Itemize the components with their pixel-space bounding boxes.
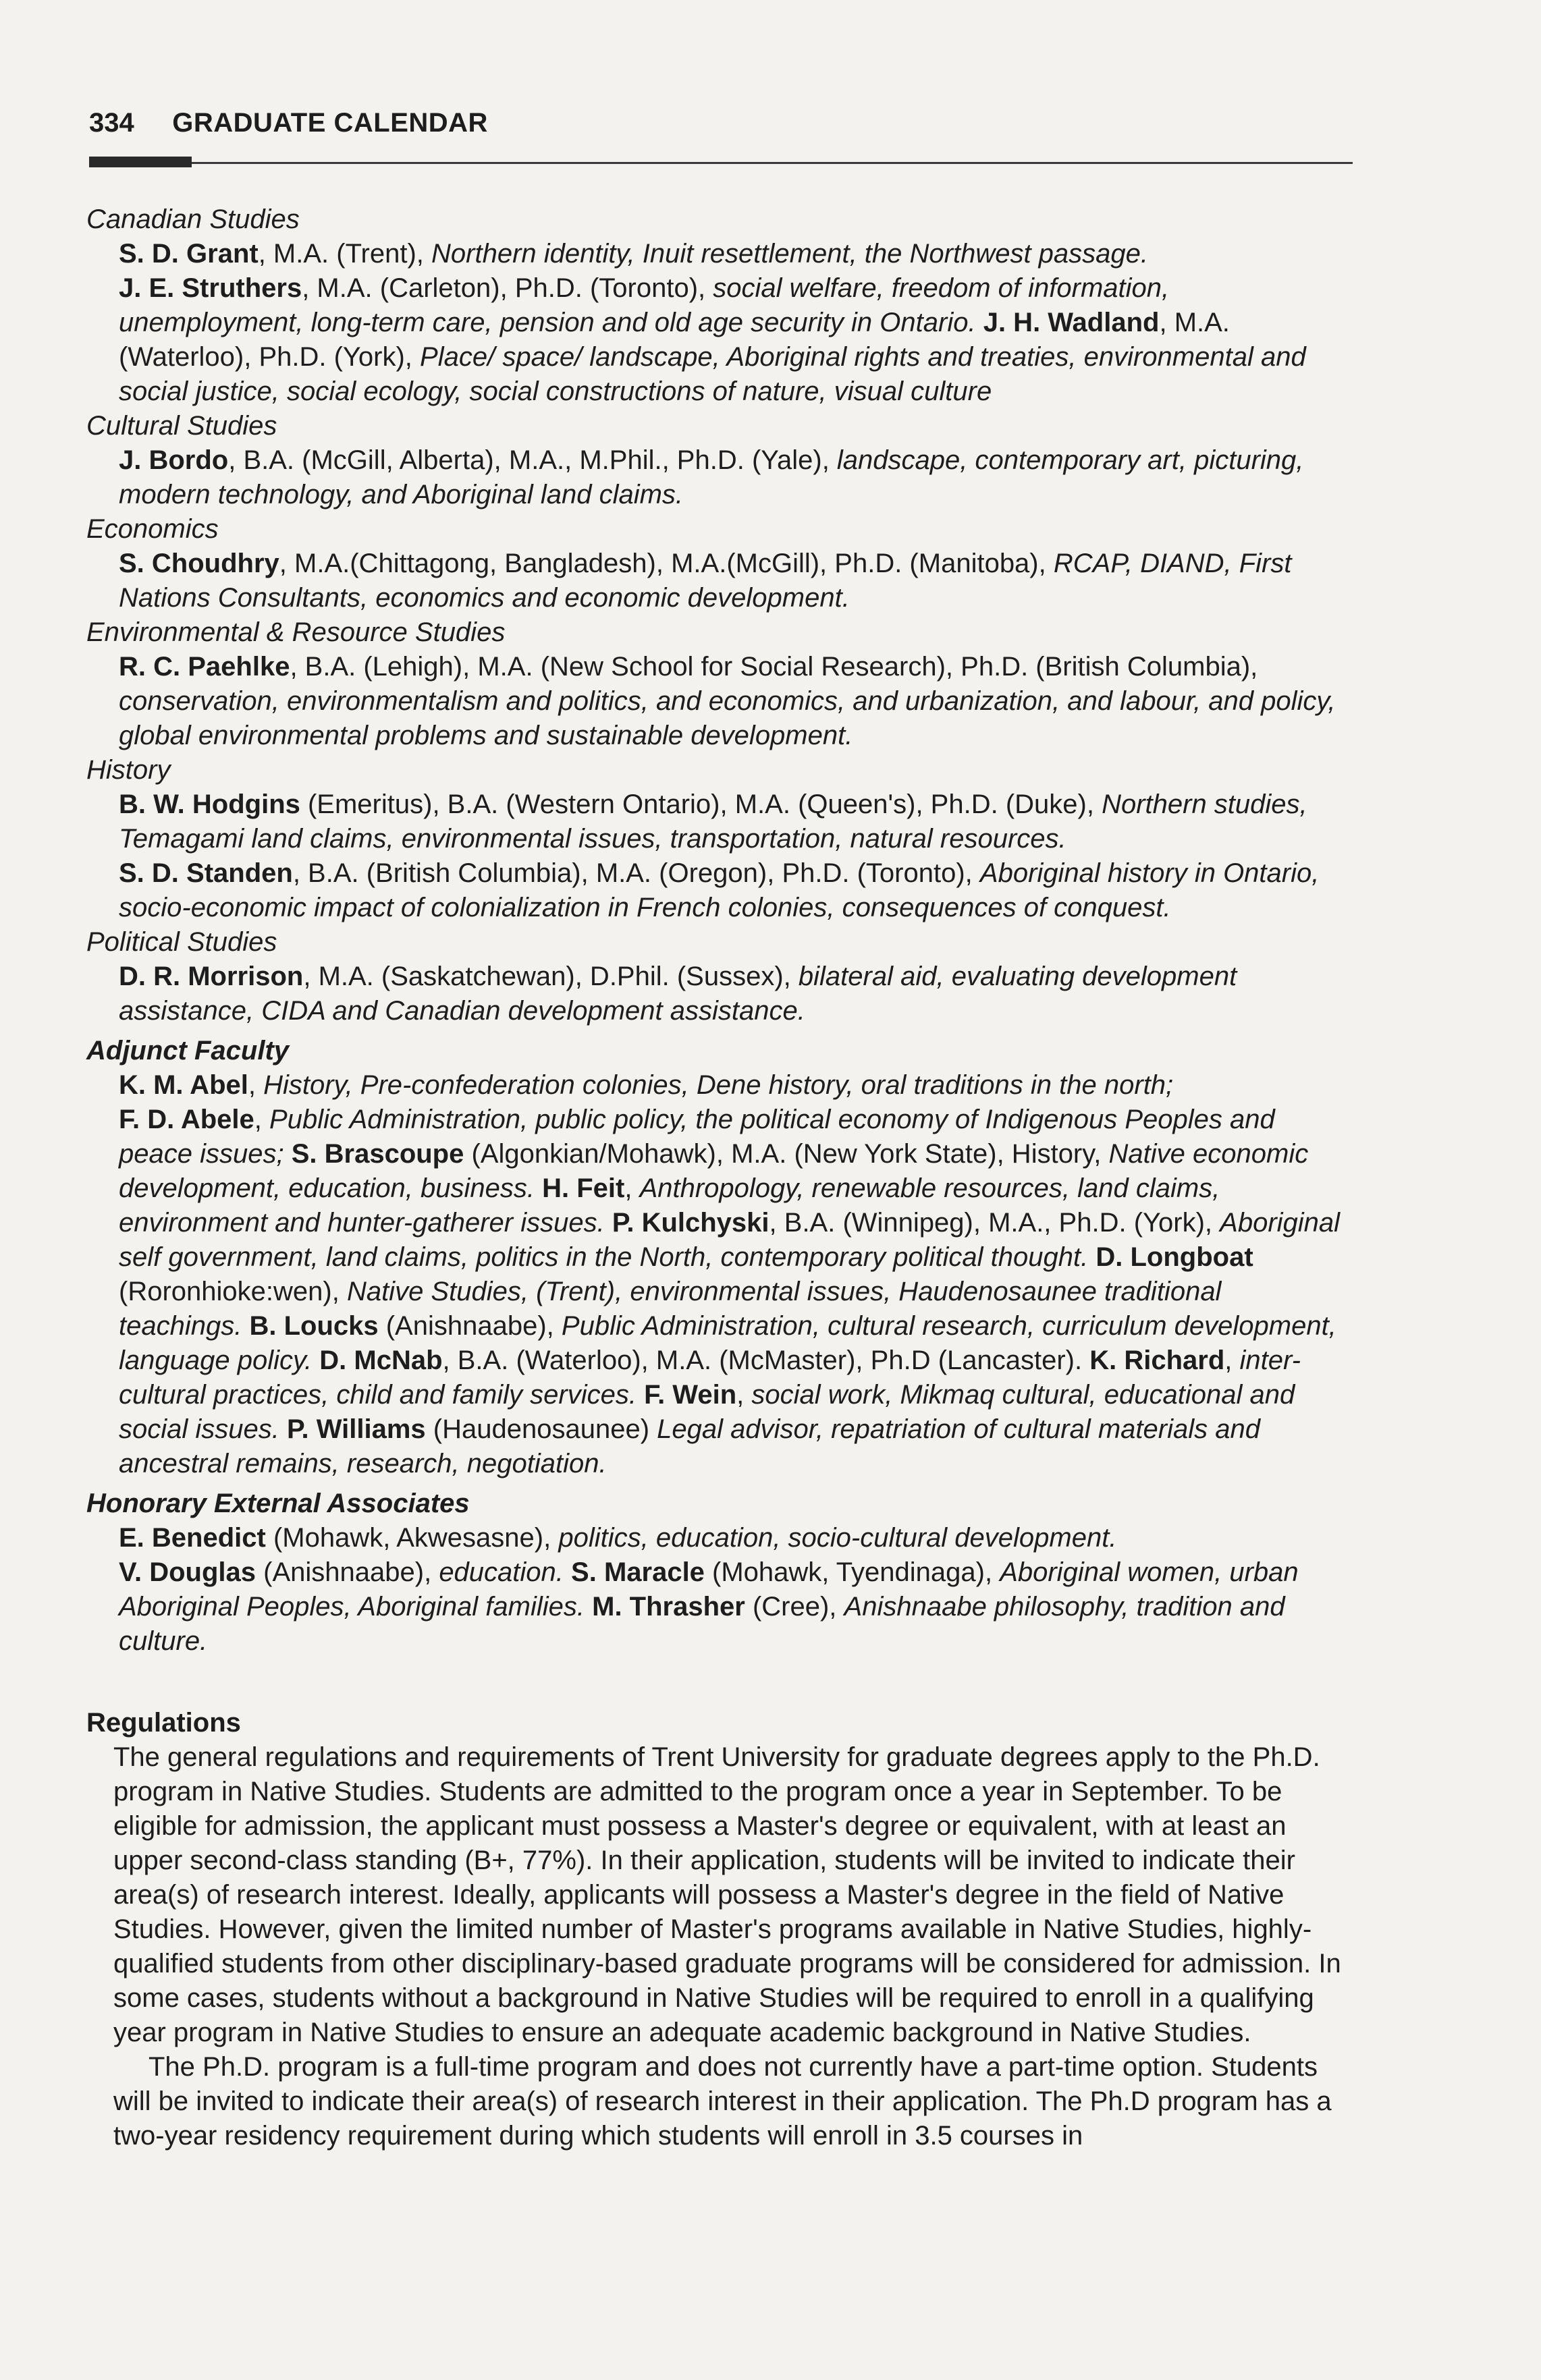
faculty-credentials: (Anishnaabe),: [378, 1311, 562, 1341]
faculty-name: S. D. Grant: [119, 239, 259, 269]
faculty-name: V. Douglas: [119, 1557, 256, 1587]
faculty-name: M. Thrasher: [592, 1592, 745, 1622]
faculty-name: P. Williams: [287, 1414, 426, 1444]
page-title: GRADUATE CALENDAR: [172, 108, 488, 138]
faculty-interests: Aboriginal self government, land claims, politics in the North, contemporary political thought.: [119, 1208, 1341, 1272]
faculty-entry: [119, 960, 1342, 1028]
faculty-name: B. Loucks: [249, 1311, 379, 1341]
faculty-entry: [119, 547, 1342, 615]
faculty-entry: [119, 650, 1342, 753]
page-number: 334: [89, 108, 134, 138]
faculty-interests: Public Administration, public policy, the political economy of Indigenous Peoples and peace issues;: [119, 1105, 1275, 1169]
faculty-name: F. Wein: [644, 1380, 737, 1410]
faculty-interests: Legal advisor, repatriation of cultural materials and ancestral remains, research, negotiation.: [119, 1414, 1260, 1478]
faculty-entry: [119, 237, 1342, 271]
faculty-name: S. Brascoupe: [291, 1139, 464, 1169]
faculty-credentials: (Anishnaabe),: [256, 1557, 439, 1587]
faculty-credentials: , M.A. (Saskatchewan), D.Phil. (Sussex),: [303, 962, 799, 991]
adjunct-paragraph: F. D. Abele, Public Administration, public policy, the political economy of Indigenous Peoples and peace issues; S. Brascoupe (Algonkian/Mohawk), M.A. (New York State), History, Native economic development, education, business. H. Feit, Anthropology, renewable resources, land claims, environment and hunter-gatherer issues. P. Kulchyski, B.A. (Winnipeg), M.A., Ph.D. (York), Aboriginal self government, land claims, politics in the North, contemporary political thought. D. Longboat (Roronhioke:wen), Native Studies, (Trent), environmental issues, Haudenosaunee traditional teachings. B. Loucks (Anishnaabe), Public Administration, cultural research, curriculum development, language policy. D. McNab, B.A. (Waterloo), M.A. (McMaster), Ph.D (Lancaster). K. Richard, inter-cultural practices, child and family services. F. Wein, social work, Mikmaq cultural, educational and social issues. P. Williams (Haudenosaunee) Legal advisor, repatriation of cultural materials and ancestral remains, research, negotiation.: [119, 1105, 1341, 1478]
faculty-interests: Native economic development, education, business.: [119, 1139, 1309, 1203]
faculty-interests: Public Administration, cultural research, curriculum development, language policy.: [119, 1311, 1336, 1375]
faculty-credentials: , M.A. (Carleton), Ph.D. (Toronto),: [302, 273, 713, 303]
faculty-interests: Native Studies, (Trent), environmental issues, Haudenosaunee traditional teachings.: [119, 1277, 1222, 1341]
faculty-name: H. Feit: [542, 1173, 625, 1203]
faculty-name: D. Longboat: [1096, 1242, 1253, 1272]
faculty-name: J. Bordo: [119, 445, 229, 475]
faculty-name: E. Benedict: [119, 1523, 266, 1553]
faculty-credentials: (Emeritus), B.A. (Western Ontario), M.A. (Queen's), Ph.D. (Duke),: [300, 790, 1102, 819]
regulations-paragraph: The general regulations and requirements of Trent University for graduate degrees apply to the Ph.D. program in Native Studies. Students are admitted to the program once a year in September. To be eligible for admission, the applicant must possess a Master's degree or equivalent, with at least an upper second-class standing (B+, 77%). In their application, students will be invited to indicate their area(s) of research interest. Ideally, applicants will possess a Master's degree in the field of Native Studies. However, given the limited number of Master's programs available in Native Studies, highly-qualified students from other disciplinary-based graduate programs will be considered for admission. In some cases, students without a background in Native Studies will be required to enroll in a qualifying year program in Native Studies to ensure an adequate academic background in Native Studies.: [113, 1742, 1341, 2047]
faculty-interests: Place/ space/ landscape, Aboriginal rights and treaties, environmental and social justice, social ecology, social constructions of nature, visual culture: [119, 342, 1306, 406]
faculty-credentials: , B.A. (Lehigh), M.A. (New School for Social Research), Ph.D. (British Columbia),: [290, 652, 1258, 682]
faculty-interests: RCAP, DIAND, First Nations Consultants, economics and economic development.: [119, 549, 1292, 613]
faculty-interests: landscape, contemporary art, picturing, modern technology, and Aboriginal land claims.: [119, 445, 1304, 509]
header-rule: [192, 162, 1353, 164]
faculty-interests: History, Pre-confederation colonies, Dene history, oral traditions in the north;: [263, 1070, 1174, 1100]
faculty-interests: conservation, environmentalism and politics, and economics, and urbanization, and labour, and policy, global environmental problems and sustainable development.: [119, 686, 1336, 750]
faculty-name: D. R. Morrison: [119, 962, 304, 991]
faculty-name: R. C. Paehlke: [119, 652, 290, 682]
dept-heading: Canadian Studies: [86, 204, 300, 234]
faculty-interests: social work, Mikmaq cultural, educational and social issues.: [119, 1380, 1295, 1444]
faculty-credentials: , B.A. (McGill, Alberta), M.A., M.Phil., Ph.D. (Yale),: [228, 445, 837, 475]
faculty-name: S. Choudhry: [119, 549, 279, 578]
adjunct-faculty-heading: Adjunct Faculty: [86, 1036, 290, 1066]
faculty-name: D. McNab: [319, 1346, 443, 1375]
faculty-name: F. D. Abele: [119, 1105, 254, 1134]
header-rule-thick: [89, 157, 192, 167]
faculty-credentials: , B.A. (British Columbia), M.A. (Oregon), Ph.D. (Toronto),: [292, 858, 980, 888]
faculty-interests: Aboriginal history in Ontario, socio-economic impact of colonialization in French colonies, consequences of conquest.: [119, 858, 1320, 922]
faculty-name: K. Richard: [1089, 1346, 1225, 1375]
faculty-interests: bilateral aid, evaluating development assistance, CIDA and Canadian development assistance.: [119, 962, 1237, 1026]
faculty-name: B. W. Hodgins: [119, 790, 300, 819]
faculty-credentials: (Mohawk, Akwesasne),: [265, 1523, 559, 1553]
dept-heading: Political Studies: [86, 927, 277, 957]
dept-heading: Cultural Studies: [86, 411, 277, 441]
dept-heading: History: [86, 755, 171, 785]
faculty-credentials: (Algonkian/Mohawk), M.A. (New York State), History,: [464, 1139, 1109, 1169]
honorary-paragraph: [119, 1555, 1342, 1659]
faculty-credentials: (Roronhioke:wen),: [119, 1277, 347, 1306]
faculty-interests: Anthropology, renewable resources, land claims, environment and hunter-gatherer issues.: [119, 1173, 1220, 1238]
faculty-credentials: (Cree),: [745, 1592, 844, 1622]
faculty-interests: Aboriginal women, urban Aboriginal Peoples, Aboriginal families.: [119, 1557, 1299, 1622]
honorary-entry: [119, 1521, 1342, 1555]
page-content: [86, 202, 1342, 2153]
faculty-interests: social welfare, freedom of information, unemployment, long-term care, pension and old age security in Ontario.: [119, 273, 1170, 337]
faculty-entry: [119, 271, 1342, 409]
faculty-name: P. Kulchyski: [612, 1208, 769, 1238]
dept-heading: Economics: [86, 514, 219, 544]
faculty-interests: inter-cultural practices, child and family services.: [119, 1346, 1301, 1410]
faculty-name: S. Maracle: [571, 1557, 705, 1587]
regulations-paragraph: The Ph.D. program is a full-time program and does not currently have a part-time option. Students will be invited to indicate their area(s) of research interest in their application. The Ph.D program has a two-year residency requirement during which students will enroll in 3.5 courses in: [113, 2052, 1332, 2151]
dept-heading: Environmental & Resource Studies: [86, 617, 506, 647]
faculty-interests: politics, education, socio-cultural development.: [558, 1523, 1117, 1553]
faculty-credentials: (Mohawk, Tyendinaga),: [704, 1557, 1000, 1587]
faculty-name: J. E. Struthers: [119, 273, 302, 303]
regulations-heading: Regulations: [86, 1708, 241, 1738]
faculty-name: K. M. Abel: [119, 1070, 248, 1100]
faculty-entry: [119, 856, 1342, 925]
faculty-credentials: , M.A. (Waterloo), Ph.D. (York),: [119, 308, 1230, 372]
faculty-interests: Northern studies, Temagami land claims, environmental issues, transportation, natural resources.: [119, 790, 1307, 854]
adjunct-entry: K. M. Abel, History, Pre-confederation colonies, Dene history, oral traditions in the north;: [119, 1070, 1174, 1100]
faculty-entry: [119, 443, 1342, 512]
faculty-credentials: , M.A. (Trent),: [258, 239, 432, 269]
page-header: [89, 108, 1358, 138]
faculty-credentials: (Haudenosaunee): [425, 1414, 657, 1444]
faculty-interests: Northern identity, Inuit resettlement, the Northwest passage.: [431, 239, 1149, 269]
faculty-credentials: , B.A. (Waterloo), M.A. (McMaster), Ph.D (Lancaster).: [442, 1346, 1090, 1375]
faculty-credentials: , B.A. (Winnipeg), M.A., Ph.D. (York),: [769, 1208, 1220, 1238]
faculty-credentials: , M.A.(Chittagong, Bangladesh), M.A.(McGill), Ph.D. (Manitoba),: [279, 549, 1054, 578]
faculty-entry: [119, 787, 1342, 856]
faculty-interests: Anishnaabe philosophy, tradition and culture.: [119, 1592, 1285, 1656]
faculty-name: J. H. Wadland: [983, 308, 1160, 337]
honorary-associates-heading: Honorary External Associates: [86, 1489, 470, 1518]
faculty-name: S. D. Standen: [119, 858, 293, 888]
faculty-interests: education.: [439, 1557, 564, 1587]
